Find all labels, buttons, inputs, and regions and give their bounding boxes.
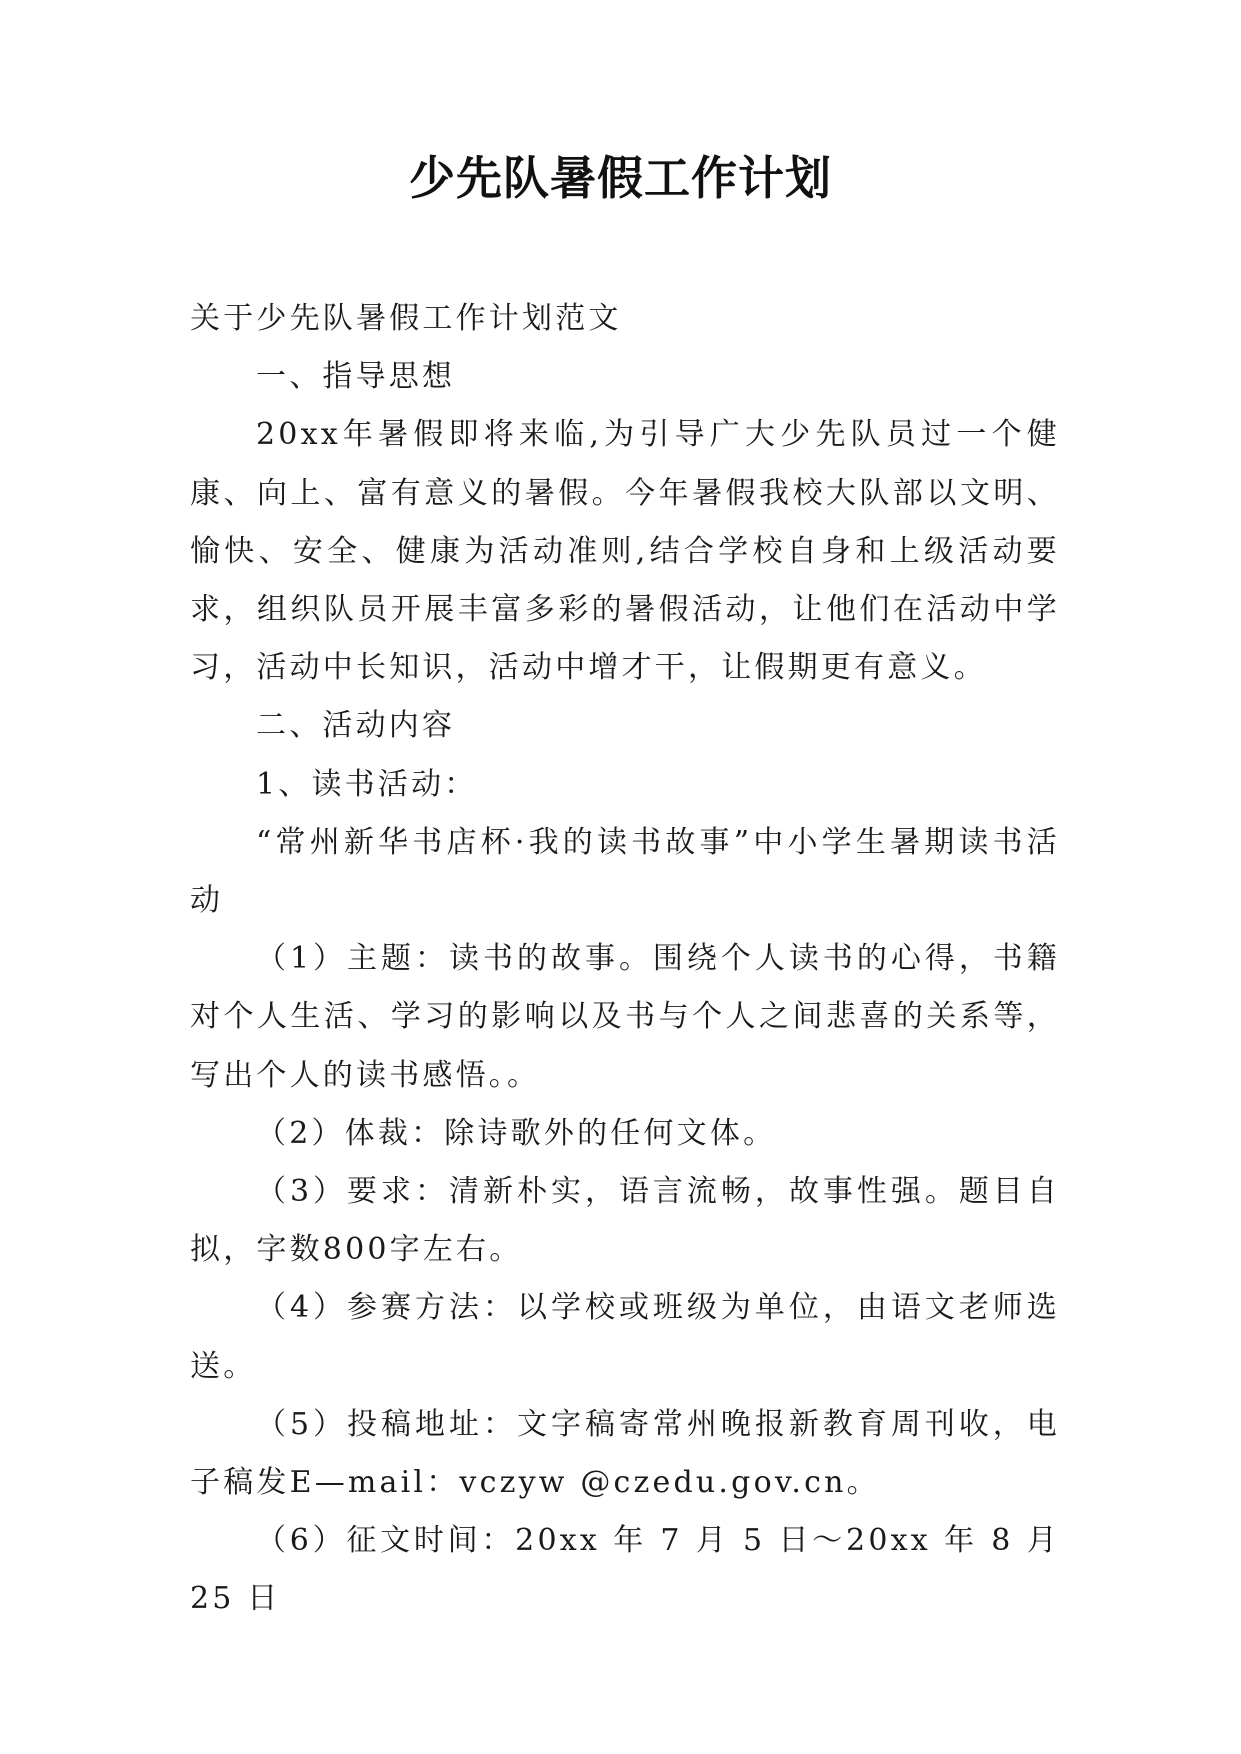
list-item-theme: （1）主题：读书的故事。围绕个人读书的心得，书籍对个人生活、学习的影响以及书与个人之间悲喜的关系等，写出个人的读书感悟。。	[190, 941, 1060, 1093]
list-item-genre: （2）体裁：除诗歌外的任何文体。	[256, 1115, 777, 1151]
list-item-submission-period: （6）征文时间：20xx 年 7 月 5 日～20xx 年 8 月 25 日	[190, 1523, 1060, 1617]
list-item-requirements: （3）要求：清新朴实，语言流畅，故事性强。题目自拟，字数800字左右。	[190, 1174, 1060, 1268]
document-title: 少先队暑假工作计划	[409, 151, 832, 205]
list-item-submission-address: （5）投稿地址：文字稿寄常州晚报新教育周刊收，电子稿发E—mail：vczyw @czedu.gov.cn。	[190, 1406, 1060, 1501]
paragraph-guiding-principle: 20xx年暑假即将来临,为引导广大少先队员过一个健康、向上、富有意义的暑假。今年暑假我校大队部以文明、愉快、安全、健康为活动准则,结合学校自身和上级活动要求，组织队员开展丰富多彩的暑假活动，让他们在活动中学习，活动中长知识，活动中增才干，让假期更有意义。	[190, 417, 1060, 686]
list-item-entry-method: （4）参赛方法：以学校或班级为单位，由语文老师选送。	[190, 1290, 1060, 1384]
section-heading-guiding-principle: 一、指导思想	[256, 359, 456, 395]
item-heading-reading-activity: 1、读书活动：	[256, 766, 478, 802]
document-body	[190, 290, 1060, 1629]
paragraph-reading-activity-name: “常州新华书店杯·我的读书故事”中小学生暑期读书活动	[190, 824, 1060, 919]
section-heading-activity-content: 二、活动内容	[256, 708, 456, 744]
document-subtitle: 关于少先队暑假工作计划范文	[190, 301, 622, 336]
